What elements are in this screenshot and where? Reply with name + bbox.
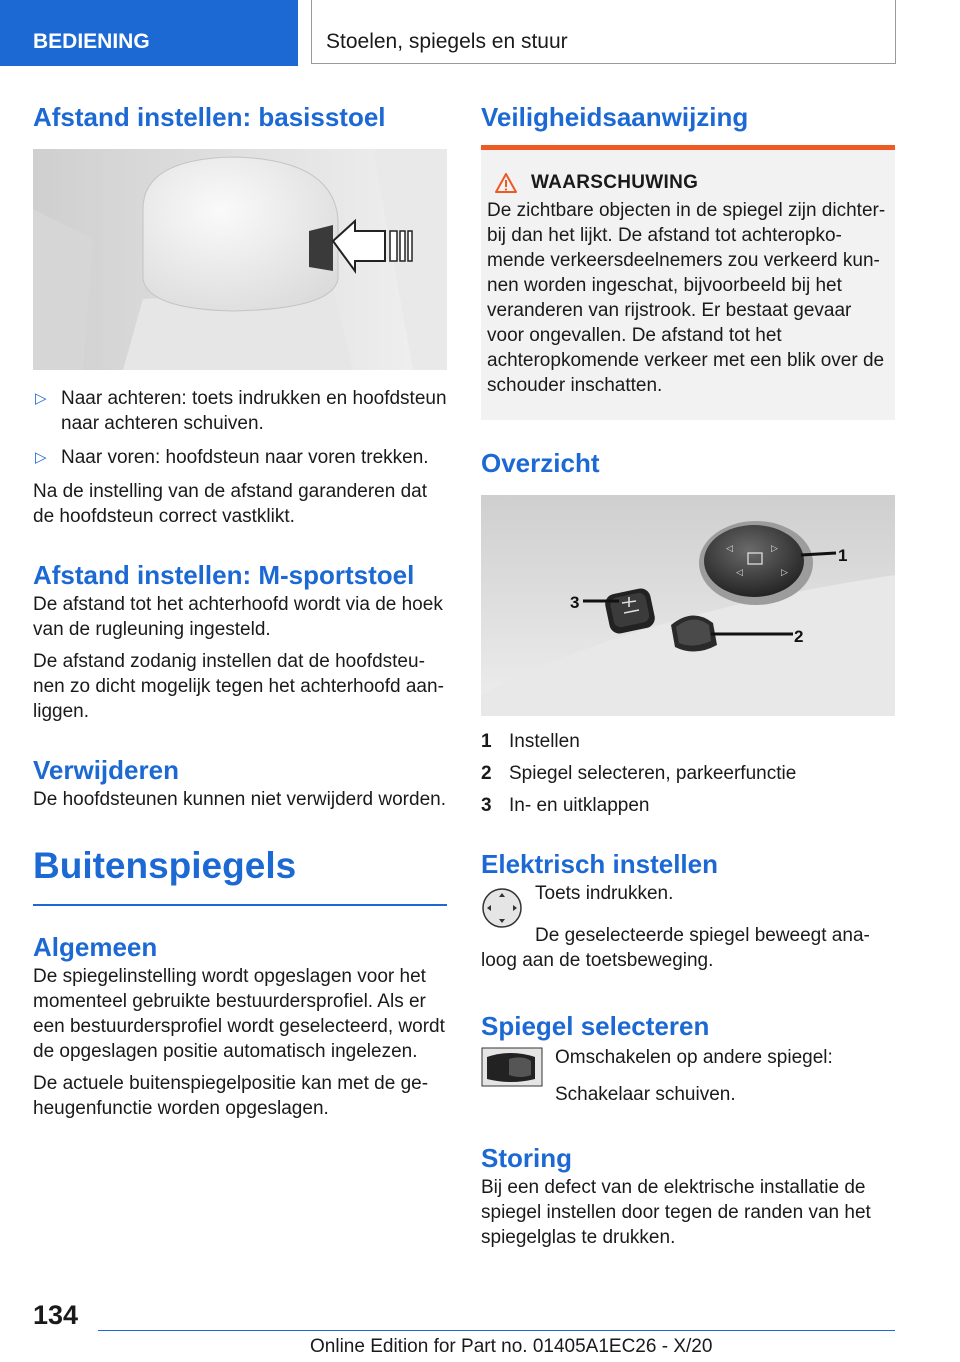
heading-selecteren: Spiegel selecteren bbox=[481, 1011, 710, 1041]
section-tab bbox=[0, 0, 298, 66]
mirror-adjust-knob-icon bbox=[481, 887, 523, 929]
warning-text: De zichtbare objecten in de spiegel zijn dichterbij dan het lijkt. De afstand tot achteropkomende verkeersdeelnemers zou verkeerd kunnen worden ingeschat, bijvoorbeeld bij het veranderen van rijstrook. Er bestaat gevaar voor ongevallen. De afstand tot het achteropkomende verkeer met een blik over de schouder inschatten. bbox=[487, 200, 886, 396]
headrest-illustration bbox=[33, 149, 447, 370]
section-title: BEDIENING bbox=[33, 30, 150, 53]
list-item: ▷ Naar achteren: toets indrukken en hoofdsteun naar achteren schuiven. bbox=[35, 388, 447, 434]
page-number: 134 bbox=[33, 1300, 79, 1330]
svg-text:◁: ◁ bbox=[726, 544, 733, 554]
overview-legend bbox=[481, 729, 895, 818]
paragraph: Bij een defect van de elektrische installatie de spiegel instellen door tegen de randen van het spiegelglas te drukken. bbox=[481, 1177, 871, 1248]
paragraph: De geselecteerde spiegel beweegt analoog aan de toetsbeweging. bbox=[481, 925, 870, 971]
svg-text:▷: ▷ bbox=[781, 568, 788, 578]
paragraph: De afstand zodanig instellen dat de hoofdsteunen zo dicht mogelijk tegen het achterhoofd aanliggen. bbox=[33, 651, 444, 722]
heading-elektrisch: Elektrisch instellen bbox=[481, 849, 718, 879]
chapter-header bbox=[311, 0, 896, 64]
heading-veiligheid: Veiligheidsaanwijzing bbox=[481, 102, 749, 132]
list-item: ▷ Naar voren: hoofdsteun naar voren trekken. bbox=[35, 447, 429, 468]
paragraph: De actuele buitenspiegelpositie kan met de geheugenfunctie worden opgeslagen. bbox=[33, 1073, 429, 1119]
paragraph: De spiegelinstelling wordt opgeslagen voor het momenteel gebruikte bestuurdersprofiel. Als er een bestuurdersprofiel wordt geselecteerd, wordt de opgeslagen positie automatisch ingelezen. bbox=[33, 966, 445, 1062]
warning-box bbox=[481, 145, 895, 420]
warning-triangle-icon bbox=[495, 173, 517, 193]
paragraph: Omschakelen op andere spiegel: bbox=[555, 1047, 833, 1068]
mirror-select-switch-icon bbox=[481, 1047, 543, 1087]
headrest-photo bbox=[33, 149, 447, 370]
chapter-title: Stoelen, spiegels en stuur bbox=[326, 30, 568, 53]
right-column bbox=[481, 100, 895, 1250]
svg-text:▷: ▷ bbox=[771, 544, 778, 554]
heading-msportstoel: Afstand instellen: M-sportstoel bbox=[33, 560, 415, 590]
triangle-bullet-icon: ▷ bbox=[35, 390, 47, 407]
legend-item: 2 Spiegel selecteren, parkeerfunctie bbox=[481, 763, 797, 784]
footer-edition: Online Edition for Part no. 01405A1EC26 - X/20 bbox=[310, 1336, 713, 1357]
callout-1: 1 bbox=[838, 546, 848, 565]
callout-3: 3 bbox=[570, 593, 580, 612]
heading-overzicht: Overzicht bbox=[481, 448, 600, 478]
legend-item: 1 Instellen bbox=[481, 731, 580, 752]
heading-verwijderen: Verwijderen bbox=[33, 755, 179, 785]
left-column bbox=[33, 100, 447, 1121]
paragraph: Na de instelling van de afstand garanderen dat de hoofdsteun correct vastklikt. bbox=[33, 481, 427, 527]
heading-buitenspiegels: Buitenspiegels bbox=[33, 845, 297, 886]
paragraph: De afstand tot het achterhoofd wordt via de hoek van de rugleuning ingesteld. bbox=[33, 594, 443, 640]
callout-2: 2 bbox=[794, 627, 804, 646]
paragraph: Schakelaar schuiven. bbox=[555, 1084, 736, 1105]
headrest-steps bbox=[33, 386, 447, 470]
heading-storing: Storing bbox=[481, 1143, 572, 1173]
heading-algemeen: Algemeen bbox=[33, 932, 158, 962]
triangle-bullet-icon: ▷ bbox=[35, 449, 47, 466]
paragraph: De hoofdsteunen kunnen niet verwijderd worden. bbox=[33, 789, 446, 810]
heading-basisstoel: Afstand instellen: basisstoel bbox=[33, 102, 386, 132]
warning-title: WAARSCHUWING bbox=[487, 172, 887, 194]
paragraph: Toets indrukken. bbox=[535, 883, 674, 904]
mirror-switch-illustration bbox=[481, 495, 895, 716]
legend-item: 3 In- en uitklappen bbox=[481, 795, 650, 816]
footer-rule bbox=[98, 1330, 895, 1331]
mirror-switch-photo bbox=[481, 495, 895, 716]
svg-text:◁: ◁ bbox=[736, 568, 743, 578]
